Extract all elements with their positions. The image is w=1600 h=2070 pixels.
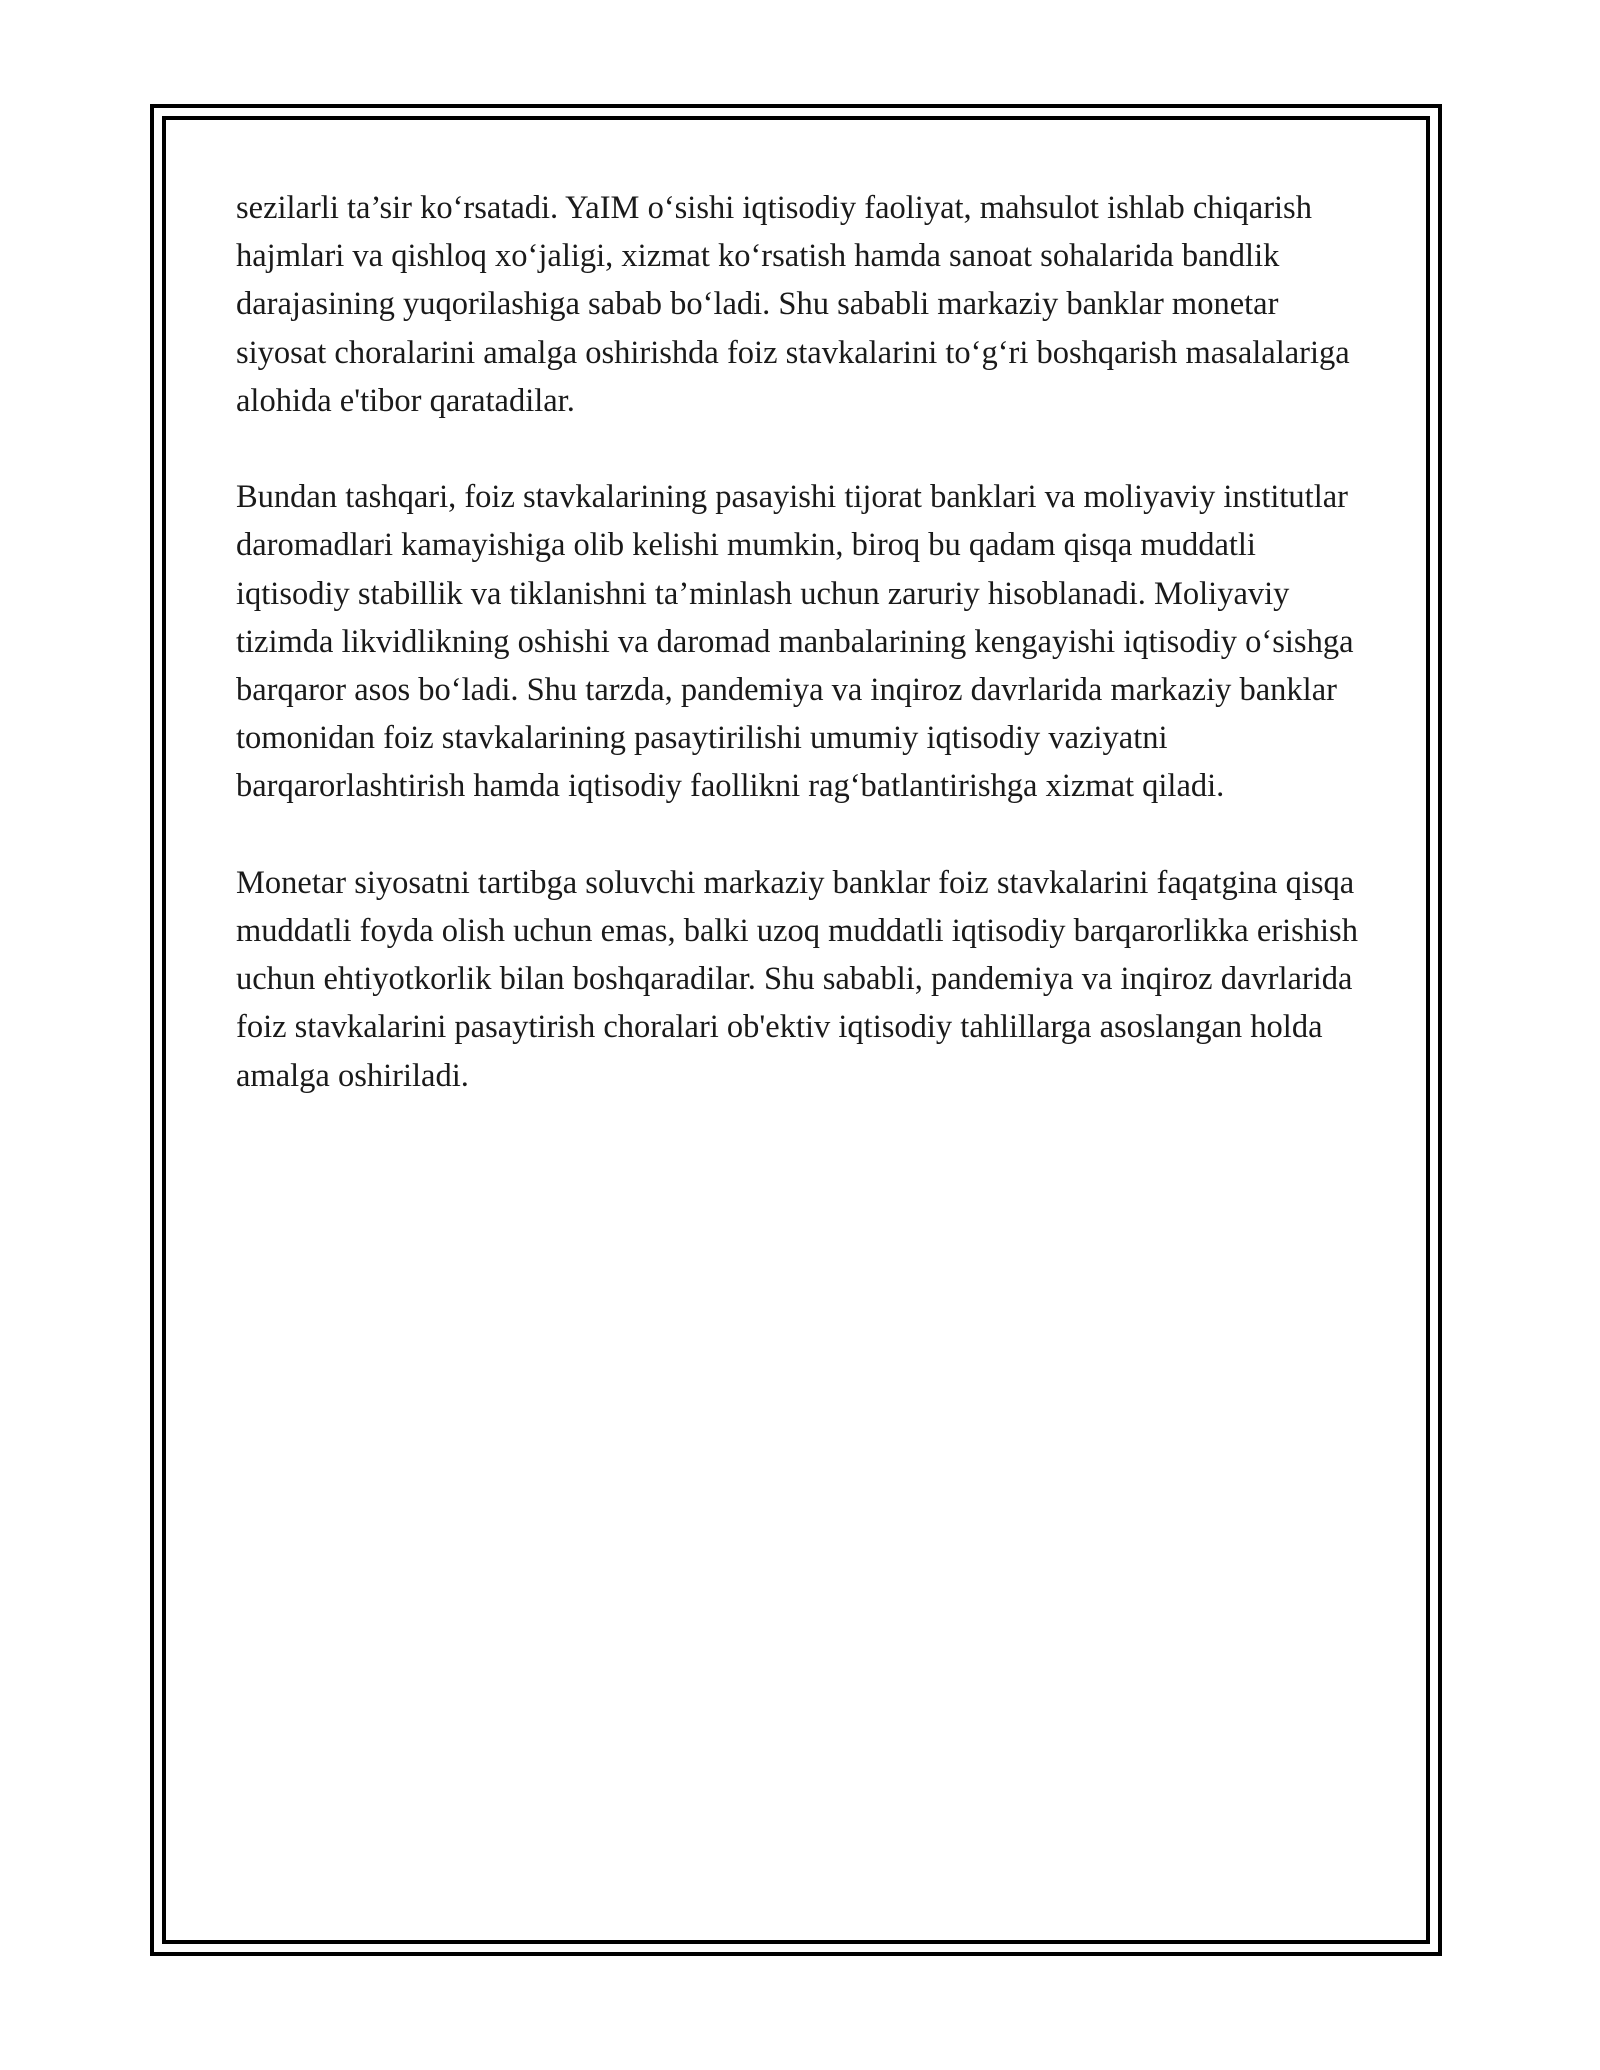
paragraph-2: Bundan tashqari, foiz stavkalarining pasayishi tijorat banklari va moliyaviy institutlar daromadlari kamayishiga olib kelishi mumkin, biroq bu qadam qisqa muddatli iqtisodiy stabillik va tiklanishni ta’minlash uchun zaruriy hisoblanadi. Moliyaviy tizimda likvidlikning oshishi va daromad manbalarining kengayishi iqtisodiy o‘sishga barqaror asos bo‘ladi. Shu tarzda, pandemiya va inqiroz davrlarida markaziy banklar tomonidan foiz stavkalarining pasaytirilishi umumiy iqtisodiy vaziyatni barqarorlashtirish hamda iqtisodiy faollikni rag‘batlantirishga xizmat qiladi.: [236, 479, 1354, 805]
paragraph-3: Monetar siyosatni tartibga soluvchi markaziy banklar foiz stavkalarini faqatgina qisqa muddatli foyda olish uchun emas, balki uzoq muddatli iqtisodiy barqarorlikka erishish uchun ehtiyotkorlik bilan boshqaradilar. Shu sababli, pandemiya va inqiroz davrlarida foiz stavkalarini pasaytirish choralari ob'ektiv iqtisodiy tahlillarga asoslangan holda amalga oshiriladi.: [236, 864, 1358, 1094]
paragraph-1: sezilarli ta’sir ko‘rsatadi. YaIM o‘sishi iqtisodiy faoliyat, mahsulot ishlab chiqarish hajmlari va qishloq xo‘jaligi, xizmat ko‘rsatish hamda sanoat sohalarida bandlik darajasining yuqorilashiga sabab bo‘ladi. Shu sababli markaziy banklar monetar siyosat choralarini amalga oshirishda foiz stavkalarini to‘g‘ri boshqarish masalalariga alohida e'tibor qaratadilar.: [236, 190, 1350, 419]
document-body: [236, 184, 1366, 1148]
